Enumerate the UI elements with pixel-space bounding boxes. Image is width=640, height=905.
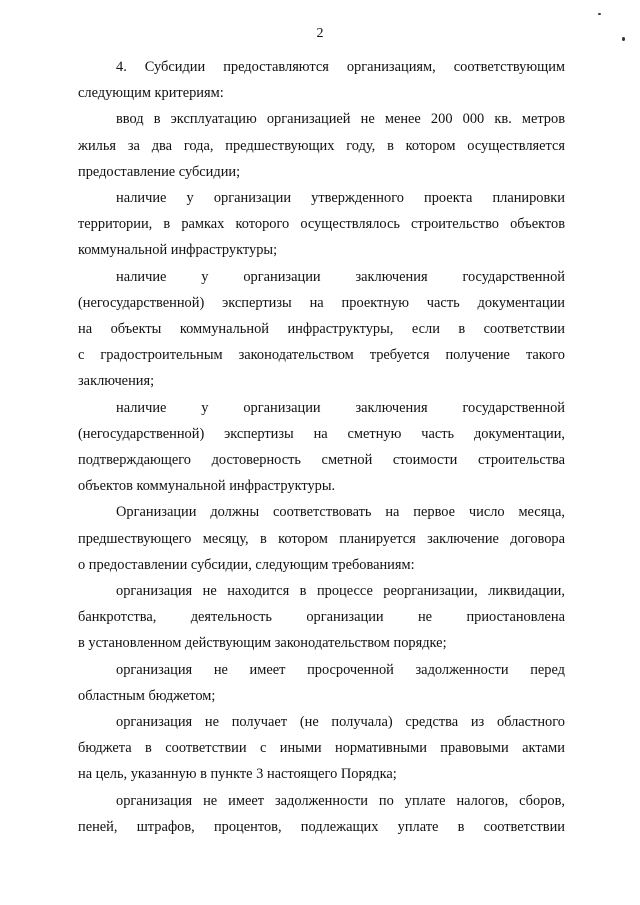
text-line: подтверждающего достоверность сметной стоимости строительства: [78, 452, 565, 469]
text-line: о предоставлении субсидии, следующим требованиям:: [78, 556, 415, 573]
text-line: с градостроительным законодательством требуется получение такого: [78, 347, 565, 364]
text-line: Организации должны соответствовать на первое число месяца,: [116, 504, 565, 521]
text-line: областным бюджетом;: [78, 687, 216, 704]
text-line: (негосударственной) экспертизы на проектную часть документации: [78, 294, 565, 311]
text-line: организация не получает (не получала) средства из областного: [116, 714, 565, 731]
text-line: предшествующего месяцу, в котором планируется заключение договора: [78, 530, 565, 547]
text-line: наличие у организации заключения государственной: [116, 399, 565, 416]
text-line: следующим критериям:: [78, 85, 224, 102]
page-number: 2: [316, 26, 324, 41]
text-line: (негосударственной) экспертизы на сметную часть документации,: [78, 425, 565, 442]
text-line: ввод в эксплуатацию организацией не менее 200 000 кв. метров: [116, 111, 565, 128]
text-line: наличие у организации заключения государственной: [116, 268, 565, 285]
document-body: [78, 54, 565, 840]
text-line: наличие у организации утвержденного проекта планировки: [116, 190, 565, 207]
text-line: пеней, штрафов, процентов, подлежащих уплате в соответствии: [78, 818, 565, 835]
scan-speck: [622, 37, 625, 41]
text-line: на объекты коммунальной инфраструктуры, если в соответствии: [78, 321, 565, 338]
text-line: на цель, указанную в пункте 3 настоящего Порядка;: [78, 766, 397, 783]
text-line: заключения;: [78, 373, 155, 390]
text-line: бюджета в соответствии с иными нормативными правовыми актами: [78, 740, 565, 757]
text-line: организация не находится в процессе реорганизации, ликвидации,: [116, 583, 565, 600]
text-line: в установленном действующим законодательством порядке;: [78, 635, 447, 652]
scan-speck: [598, 13, 601, 15]
text-line: предоставление субсидии;: [78, 163, 241, 180]
text-line: объектов коммунальной инфраструктуры.: [78, 478, 336, 495]
text-line: организация не имеет просроченной задолженности перед: [116, 661, 565, 678]
text-line: территории, в рамках которого осуществлялось строительство объектов: [78, 216, 565, 233]
text-line: организация не имеет задолженности по уплате налогов, сборов,: [116, 792, 565, 809]
text-line: жилья за два года, предшествующих году, в котором осуществляется: [78, 137, 565, 154]
text-line: коммунальной инфраструктуры;: [78, 242, 278, 259]
text-line: банкротства, деятельность организации не приостановлена: [78, 609, 565, 626]
text-line: 4. Субсидии предоставляются организациям, соответствующим: [116, 59, 565, 75]
